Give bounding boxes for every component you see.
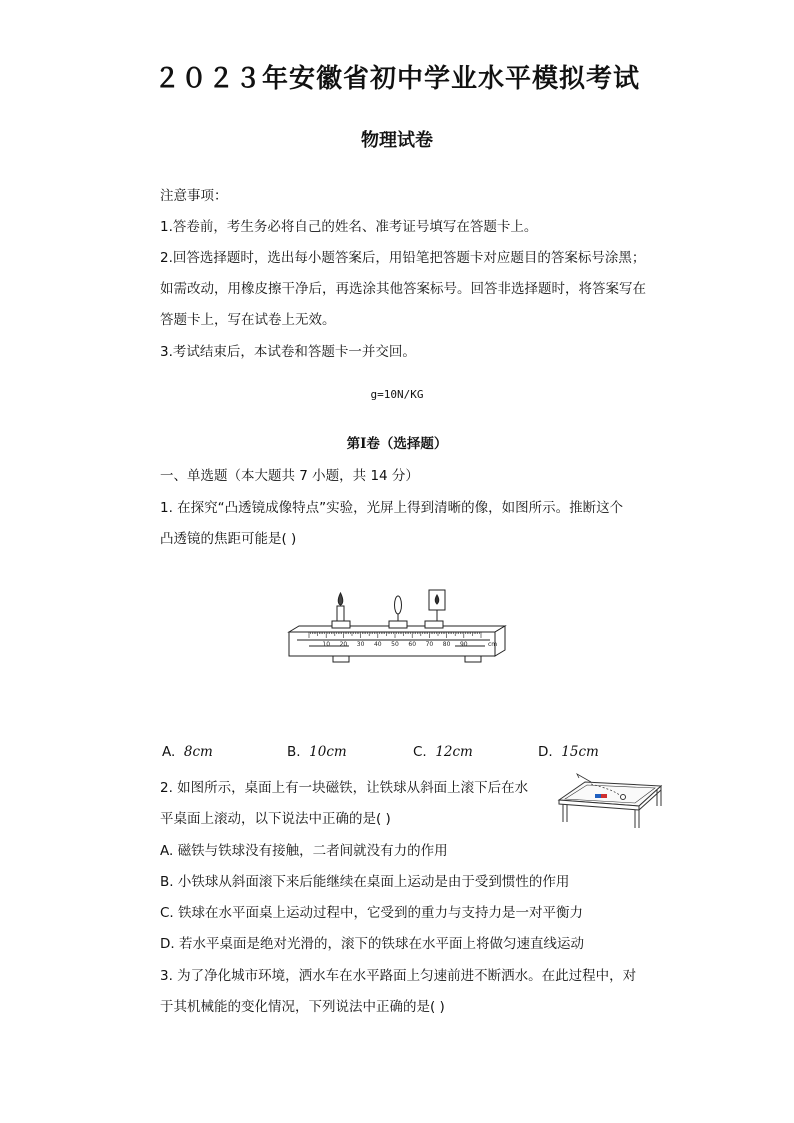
question-1-line-1: 1. 在探究“凸透镜成像特点”实验，光屏上得到清晰的像，如图所示。推断这个 <box>160 500 624 516</box>
question-1-option-d[interactable] <box>538 744 599 760</box>
notice-item: 3.考试结束后，本试卷和答题卡一并交回。 <box>160 344 416 360</box>
ruler-tick-label: 70 <box>425 641 434 648</box>
exam-subtitle: 物理试卷 <box>361 130 433 151</box>
question-3-line-2: 于其机械能的变化情况，下列说法中正确的是( ) <box>160 999 445 1015</box>
section-part: 一、单选题（本大题共 7 小题，共 14 分） <box>160 468 419 484</box>
ruler-tick-label: 40 <box>373 641 382 648</box>
section-title: 第Ⅰ卷（选择题） <box>346 436 448 452</box>
option-value: 12cm <box>435 744 473 760</box>
ruler-tick-label: 50 <box>391 641 399 648</box>
question-2-option-c[interactable]: C. 铁球在水平面桌上运动过程中，它受到的重力与支持力是一对平衡力 <box>160 905 584 921</box>
option-value: 10cm <box>309 744 347 760</box>
ruler-tick-label: 80 <box>442 641 451 648</box>
notice-item: 2.回答选择题时，选出每小题答案后，用铅笔把答题卡对应题目的答案标号涂黑； <box>160 250 646 266</box>
question-1-option-c[interactable] <box>413 744 473 760</box>
optical-bench-figure <box>285 588 510 672</box>
option-letter: A. <box>162 744 176 760</box>
exam-title: ２０２３年安徽省初中学业水平模拟考试 <box>153 64 640 94</box>
question-1-option-b[interactable] <box>287 744 347 760</box>
magnet-south-icon <box>601 794 607 798</box>
question-2-option-a[interactable]: A. 磁铁与铁球没有接触，二者间就没有力的作用 <box>160 843 448 859</box>
gravity-note: g=10N/KG <box>370 388 424 401</box>
ruler-tick-label: 60 <box>408 641 417 648</box>
option-letter: D. <box>538 744 553 760</box>
question-1-line-2: 凸透镜的焦距可能是( ) <box>160 531 297 547</box>
magnet-north-icon <box>595 794 601 798</box>
option-letter: C. <box>413 744 427 760</box>
question-2-option-d[interactable]: D. 若水平桌面是绝对光滑的，滚下的铁球在水平面上将做匀速直线运动 <box>160 936 584 952</box>
option-letter: B. <box>287 744 301 760</box>
ruler-tick-label: 30 <box>356 641 365 648</box>
magnet-table-figure <box>555 772 665 830</box>
question-1-option-a[interactable] <box>162 744 213 760</box>
question-2-option-b[interactable]: B. 小铁球从斜面滚下来后能继续在桌面上运动是由于受到惯性的作用 <box>160 874 570 890</box>
option-value: 8cm <box>183 744 213 760</box>
question-2-line-2: 平桌面上滚动，以下说法中正确的是( ) <box>160 811 391 827</box>
question-2-line-1: 2. 如图所示，桌面上有一块磁铁，让铁球从斜面上滚下后在水 <box>160 780 529 796</box>
notice-item: 1.答卷前，考生务必将自己的姓名、准考证号填写在答题卡上。 <box>160 219 538 235</box>
option-value: 15cm <box>561 744 599 760</box>
ruler-tick-label: 20 <box>339 641 348 648</box>
notice-item: 如需改动，用橡皮擦干净后，再选涂其他答案标号。回答非选择题时，将答案写在 <box>160 281 646 297</box>
ruler-tick-label: 10 <box>322 641 331 648</box>
ruler-tick-label: 90 <box>459 641 468 648</box>
notice-heading: 注意事项： <box>160 188 228 204</box>
question-3-line-1: 3. 为了净化城市环境，洒水车在水平路面上匀速前进不断洒水。在此过程中，对 <box>160 968 637 984</box>
ruler-unit-label: cm <box>488 641 498 648</box>
notice-item: 答题卡上，写在试卷上无效。 <box>160 312 336 328</box>
